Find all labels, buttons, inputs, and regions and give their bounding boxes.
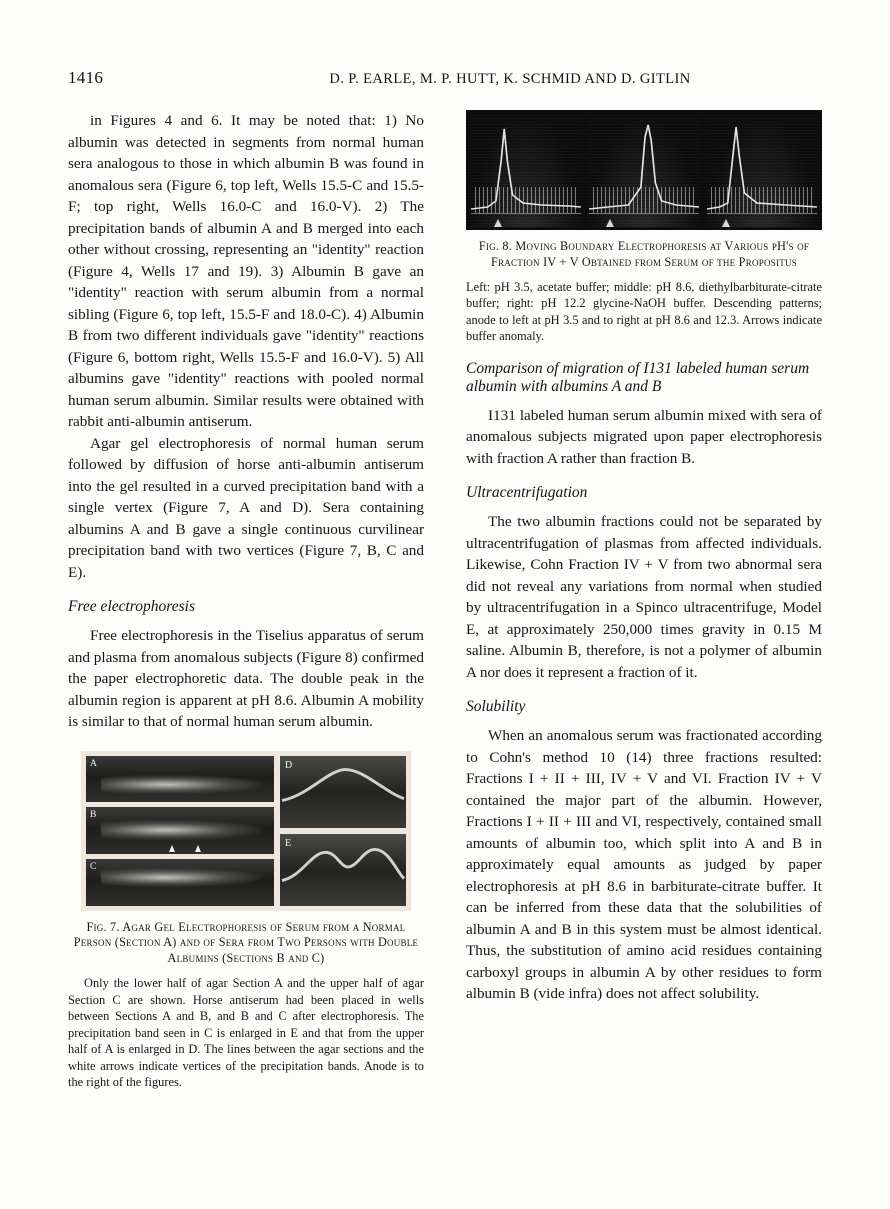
trace-ph35 <box>469 121 583 213</box>
figure-7-caption-text: Fig. 7. Agar Gel Electrophoresis of Serum from a Normal Person (Section A) and of Sera from Two Persons with Double Albumins (Sections B and C) <box>73 919 419 966</box>
figure-7 <box>68 751 424 1091</box>
agar-sections-left <box>86 756 274 906</box>
vertex-arrow-icon <box>195 845 201 852</box>
figure-8-caption-text: Fig. 8. Moving Boundary Electrophoresis at Various pH's of Fraction IV + V Obtained from Serum of the Propositus <box>478 239 810 269</box>
trace-ph122 <box>705 121 819 213</box>
paragraph: Agar gel electrophoresis of normal human serum followed by diffusion of horse anti-albumin antiserum into the gel resulted in a curved precipitation band with a single vertex (Figure 7, A and D). Sera containing albumins A and B gave a single continuous curvilinear precipitation band with two vertices (Figure 7, B, C and E). <box>68 434 424 581</box>
agar-magnified-panels <box>280 756 406 906</box>
paragraph: I131 labeled human serum albumin mixed with sera of anomalous subjects migrated upon paper electrophoresis with fraction A rather than fraction B. <box>466 406 822 467</box>
left-column <box>68 110 424 1091</box>
section-heading-free-electrophoresis: Free electrophoresis <box>68 598 195 615</box>
electrophoresis-panel-ph86 <box>587 113 701 227</box>
section-heading-comparison: Comparison of migration of I131 labeled human serum albumin with albumins A and B <box>466 359 810 395</box>
agar-section-c <box>86 859 274 906</box>
agar-section-a-label: A <box>90 758 98 769</box>
agar-section-b <box>86 807 274 854</box>
paragraph: When an anomalous serum was fractionated according to Cohn's method 10 (14) three fractions resulted: Fractions I + II + III, IV + V and VI. Fraction IV + V contained the major part of the albumin. However, Fractions I + II + III and VI, respectively, contained small amounts of albumin too, which split into A and B in approximately equal amounts as judged by paper electrophoresis at pH 8.6 in barbiturate-citrate buffer. It can be inferred from these data that the solubilities of albumin A and B in this system must be almost identical. Thus, the substitution of amino acid residues containing carboxyl groups in albumin A by other residues to form albumin B (vide infra) does not affect solubility. <box>466 727 822 1003</box>
figure-8 <box>466 110 822 345</box>
agar-magnified-d <box>280 756 406 828</box>
agar-magnified-e <box>280 834 406 906</box>
vertex-arrow-icon <box>169 845 175 852</box>
paragraph: Free electrophoresis in the Tiselius apparatus of serum and plasma from anomalous subjects (Figure 8) confirmed the paper electrophoretic data. The double peak in the albumin region is apparent at pH 8.6. Albumin A mobility is similar to that of normal human serum albumin. <box>68 627 424 730</box>
figure-7-caption <box>68 920 424 968</box>
buffer-anomaly-arrow-icon <box>494 219 502 227</box>
page-number: 1416 <box>68 68 104 87</box>
electrophoresis-panel-ph122 <box>705 113 819 227</box>
paragraph: The two albumin fractions could not be separated by ultracentrifugation of plasmas from affected individuals. Likewise, Cohn Fraction IV + V from two abnormal sera did not reveal any variations from normal when studied by ultracentrifugation in a Spinco ultracentrifuge, Model E, at approximately 250,000 times gravity in 0.15 M saline. Albumin B, therefore, is not a polymer of albumin A nor does it represent a fraction of it. <box>466 513 822 681</box>
figure-7-legend: Only the lower half of agar Section A and the upper half of agar Section C are shown. Horse antiserum had been placed in wells between Sections A and B, and B and C after electrophoresis. The precipitation band seen in C is enlarged in E and that from the upper half of A is enlarged in D. The lines between the agar sections and the white arrows indicate vertices of the precipitation bands. Anode is to the right of the figures. <box>68 976 424 1090</box>
agar-section-c-label: C <box>90 861 97 872</box>
section-heading-ultracentrifugation: Ultracentrifugation <box>466 484 588 502</box>
buffer-anomaly-arrow-icon <box>722 219 730 227</box>
figure-8-caption <box>466 239 822 271</box>
precipitation-band-curve <box>280 756 406 814</box>
section-heading-solubility: Solubility <box>466 698 526 716</box>
figure-8-legend: Left: pH 3.5, acetate buffer; middle: pH 8.6, diethylbarbiturate-citrate buffer; right: pH 12.2 glycine-NaOH buffer. Descending patterns; anode to left at pH 3.5 and to right at pH 8.6 and 12.3. Arrows indicate buffer anomaly. <box>466 279 822 344</box>
running-head: D. P. EARLE, M. P. HUTT, K. SCHMID AND D. GITLIN <box>329 71 691 87</box>
agar-magnified-e-label: E <box>285 837 292 849</box>
buffer-anomaly-arrow-icon <box>606 219 614 227</box>
figure-8-image <box>466 110 822 230</box>
figure-7-image <box>81 751 411 911</box>
electrophoresis-panel-ph35 <box>469 113 583 227</box>
precipitation-band-curve-double <box>280 834 406 892</box>
agar-section-a <box>86 756 274 803</box>
paragraph: in Figures 4 and 6. It may be noted that: 1) No albumin was detected in segments from normal human sera analogous to those in which albumin B was found in anomalous sera (Figure 6, top left, Wells 15.5-C and 15.5-F; top right, Wells 16.0-C and 16.0-V). 2) The precipitation bands of albumin A and B merged into each other without crossing, representing an "identity" reaction (Figure 4, Wells 17 and 19). 3) Albumin B gave an "identity" reaction with serum albumin from a normal sibling (Figure 6, top left, 15.5-F and 18.0-C). 4) Albumin B from two different individuals gave "identity" reactions (Figure 6, bottom right, Wells 15.5-F and 16.0-V). 5) All albumins gave "identity" reactions with pooled normal human serum albumin. Similar results were obtained with rabbit anti-albumin antiserum. <box>68 112 424 430</box>
agar-section-b-label: B <box>90 810 97 821</box>
right-column <box>466 110 822 1005</box>
trace-ph86 <box>587 121 701 213</box>
agar-magnified-d-label: D <box>285 759 293 771</box>
